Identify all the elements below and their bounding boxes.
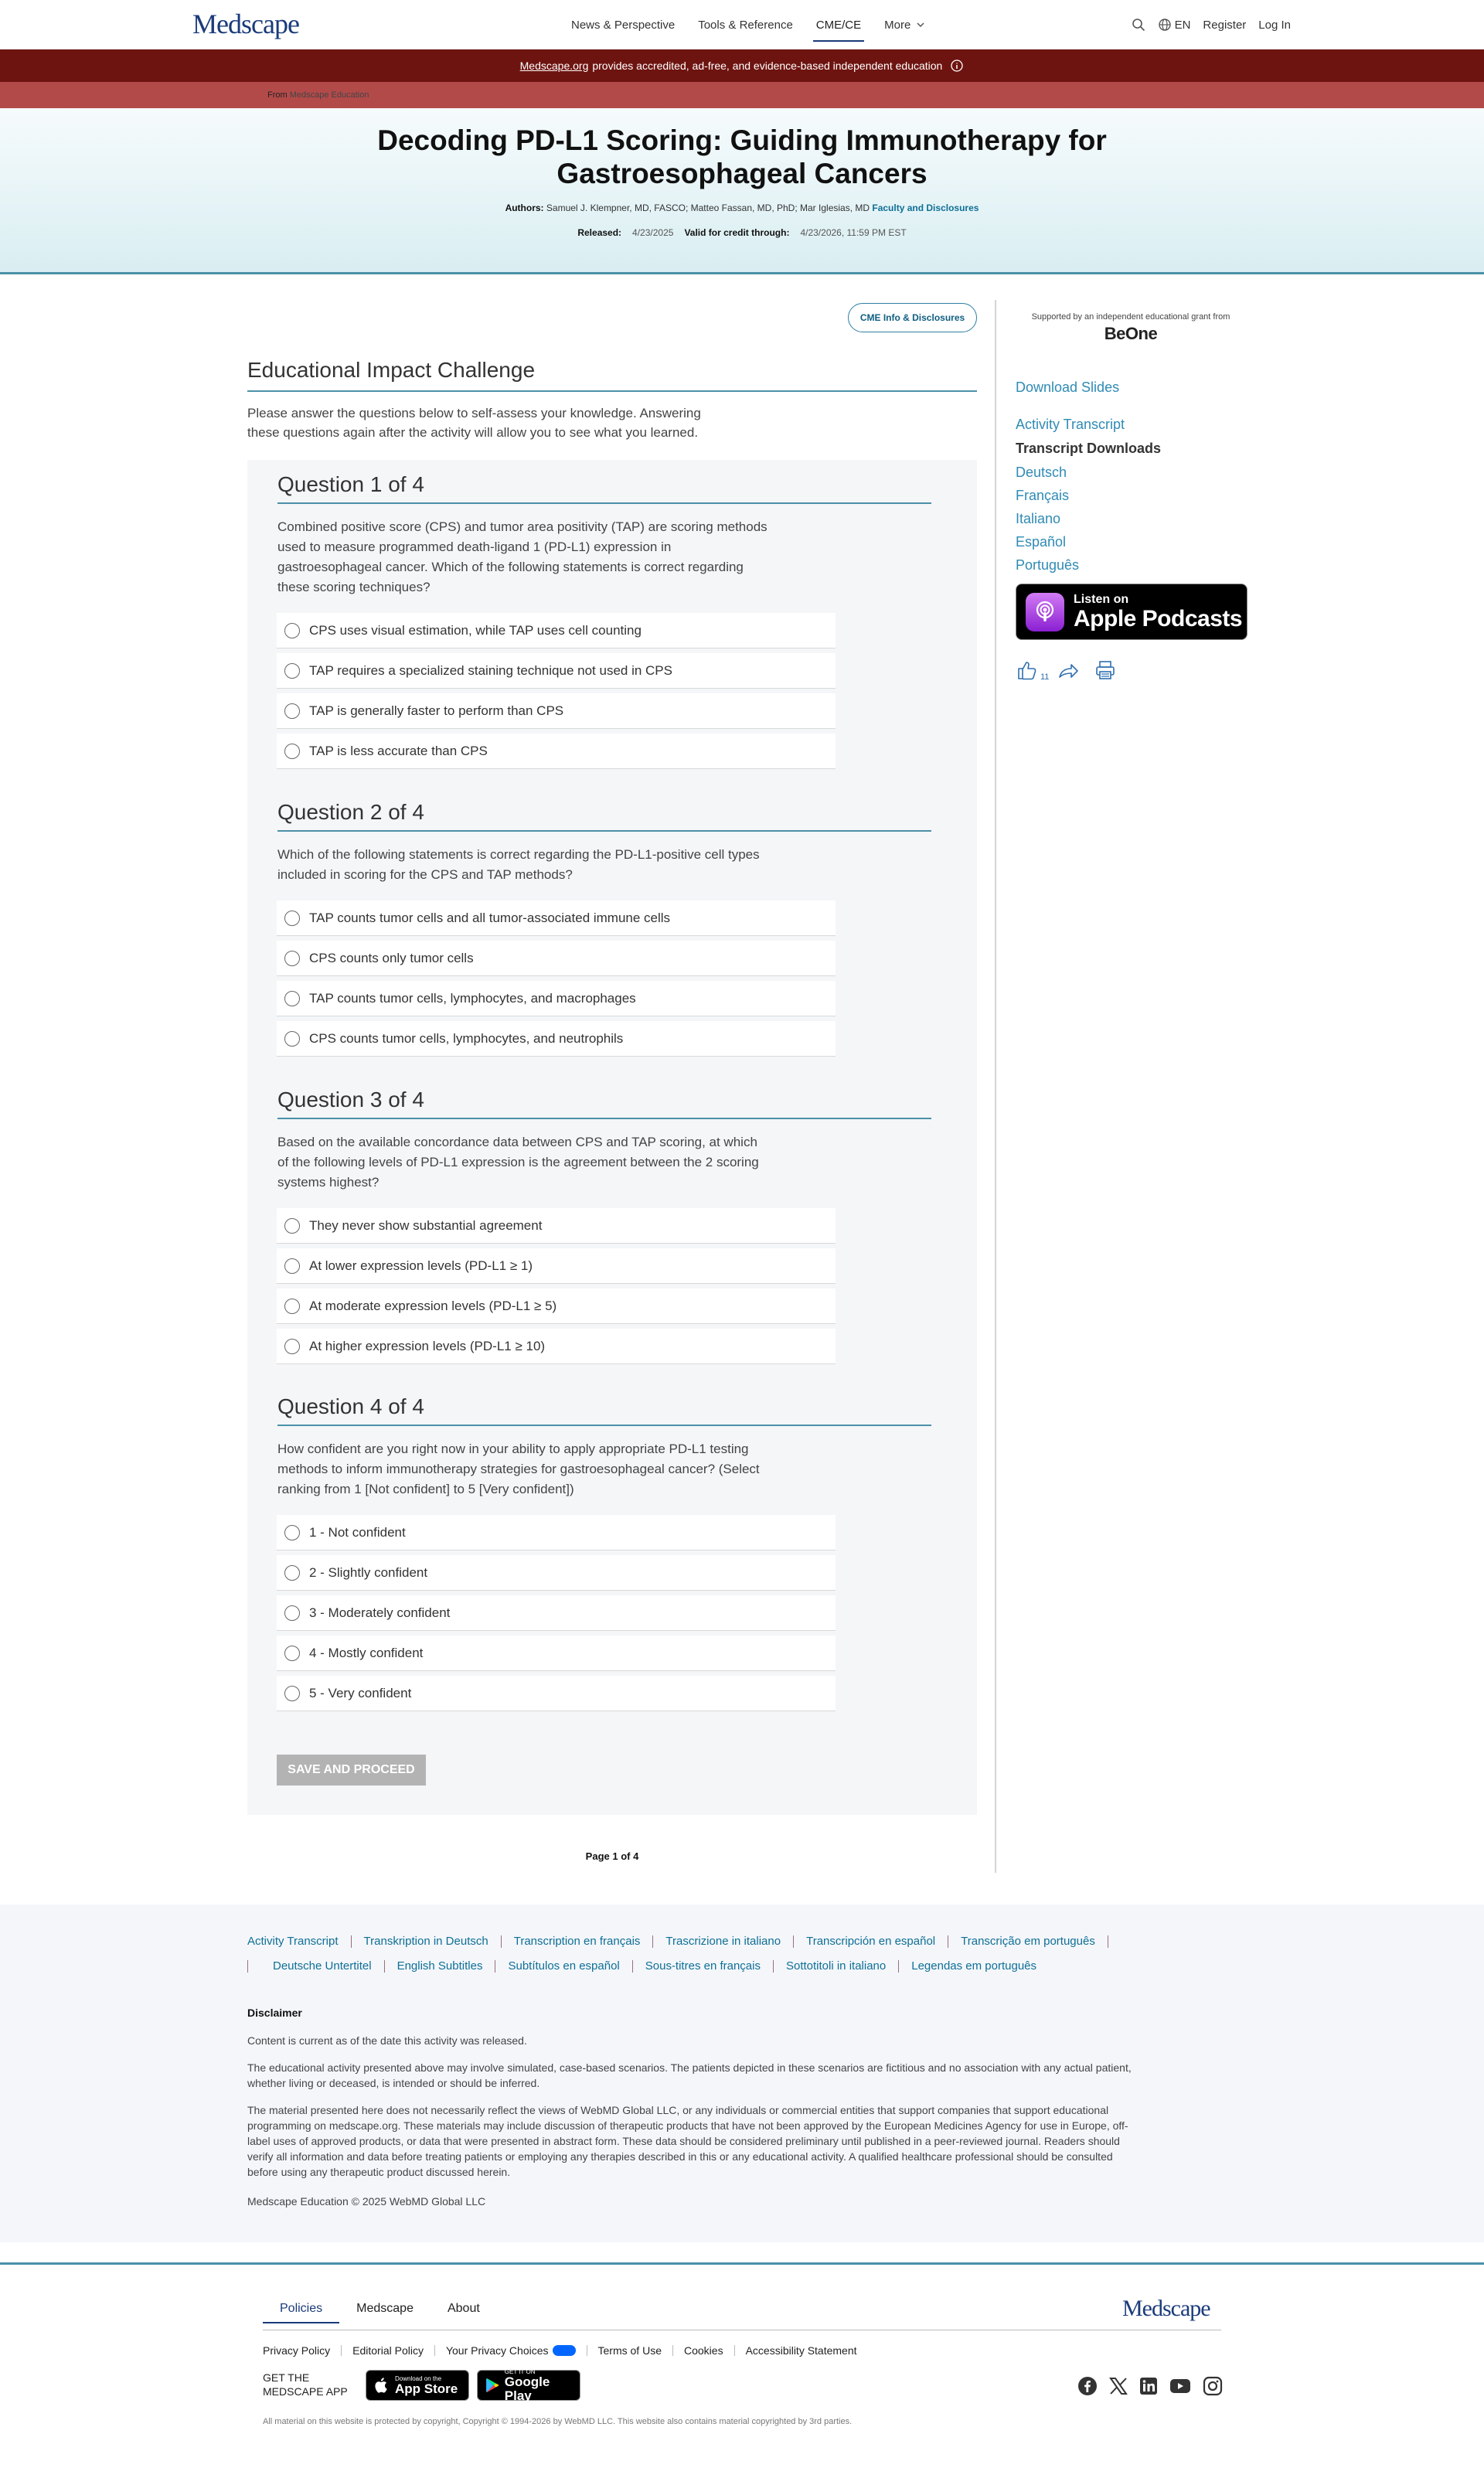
option-label: At lower expression levels (PD-L1 ≥ 1) <box>309 1258 533 1273</box>
language-label: EN <box>1174 18 1191 32</box>
editorial-policy-link[interactable]: Editorial Policy <box>341 2345 434 2356</box>
option-label: 2 - Slightly confident <box>309 1564 428 1580</box>
login-link[interactable]: Log In <box>1258 18 1291 32</box>
app-store-small: Download on the <box>395 2374 442 2382</box>
footer-tab-medscape[interactable]: Medscape <box>356 2302 414 2315</box>
from-label <box>267 90 369 100</box>
radio-button[interactable] <box>284 703 300 719</box>
chevron-down-icon <box>915 19 926 30</box>
apple-podcasts-button[interactable] <box>1016 584 1247 640</box>
radio-button[interactable] <box>284 1031 300 1047</box>
accreditation-banner <box>0 49 1484 82</box>
page-title <box>317 124 1167 190</box>
challenge-intro <box>247 403 781 442</box>
answer-option[interactable] <box>277 693 836 729</box>
disclaimer-paragraph: Content is current as of the date this activity was released. <box>247 2034 527 2047</box>
site-copyright: All material on this website is protected by copyright, Copyright © 1994-2026 by WebMD LLC. This website also contains material copyrighted by 3rd parties. <box>263 2417 853 2426</box>
transcript-espanol-link[interactable]: Español <box>1016 534 1067 550</box>
transcript-link[interactable]: Transcrição em português <box>948 1935 1108 1948</box>
question-text <box>277 517 834 597</box>
question-line: Combined positive score (CPS) and tumor area positivity (TAP) are scoring methods <box>277 519 768 534</box>
question-title: Question 1 of 4 <box>277 472 931 504</box>
question-line: How confident are you right now in your ability to apply appropriate PD-L1 testing <box>277 1442 749 1456</box>
social-actions <box>1016 659 1117 682</box>
challenge-title: Educational Impact Challenge <box>247 358 977 392</box>
terms-of-use-link[interactable]: Terms of Use <box>587 2345 672 2356</box>
radio-button[interactable] <box>284 911 300 926</box>
share-icon[interactable] <box>1057 659 1080 682</box>
header-actions <box>1132 0 1291 49</box>
disclaimer-title: Disclaimer <box>247 2007 302 2019</box>
column-divider <box>995 300 996 1873</box>
answer-option[interactable] <box>277 734 836 769</box>
x-icon[interactable] <box>1109 2377 1128 2395</box>
subtitle-link[interactable]: Subtítulos en español <box>495 1960 631 1973</box>
option-label: 4 - Mostly confident <box>309 1645 424 1660</box>
transcript-link[interactable]: Transkription in Deutsch <box>351 1935 501 1948</box>
question-line: Which of the following statements is correct regarding the PD-L1-positive cell types <box>277 847 760 862</box>
nav-more-label: More <box>884 18 911 32</box>
question-line: gastroesophageal cancer. Which of the following statements is correct regarding <box>277 560 744 574</box>
answer-option[interactable] <box>277 1676 836 1711</box>
accessibility-link[interactable]: Accessibility Statement <box>734 2345 868 2356</box>
footer-social-links <box>1077 2376 1223 2396</box>
question-line: of the following levels of PD-L1 expression is the agreement between the 2 scoring <box>277 1155 759 1169</box>
valid-date: 4/23/2026, 11:59 PM EST <box>800 227 907 238</box>
footer-policy-links <box>263 2345 868 2356</box>
question-line: used to measure programmed death-ligand 1 (PD-L1) expression in <box>277 540 672 554</box>
transcript-links-row <box>247 1935 1133 1948</box>
answer-option[interactable] <box>277 941 836 976</box>
question-line: systems highest? <box>277 1175 380 1190</box>
globe-icon <box>1158 18 1172 32</box>
radio-button[interactable] <box>284 1565 300 1581</box>
question-line: Based on the available concordance data between CPS and TAP scoring, at which <box>277 1135 757 1149</box>
podcast-icon <box>1026 593 1064 631</box>
language-selector[interactable] <box>1158 18 1191 32</box>
disclaimer-line: The material presented here does not necessarily reflect the views of WebMD Global LLC, or any individuals or commercial entities that support companies that support educational <box>247 2104 1109 2116</box>
youtube-icon[interactable] <box>1169 2378 1191 2395</box>
transcript-link[interactable]: Transcription en français <box>501 1935 653 1948</box>
option-label: 1 - Not confident <box>309 1524 406 1540</box>
google-play-button[interactable] <box>477 2370 580 2401</box>
transcript-link[interactable]: Transcripción en español <box>793 1935 948 1948</box>
apple-icon <box>374 2376 390 2395</box>
transcript-deutsch-link[interactable]: Deutsch <box>1016 465 1067 480</box>
sponsor-logo: BeOne <box>1104 324 1158 343</box>
transcript-link[interactable]: Trascrizione in italiano <box>652 1935 793 1948</box>
authors <box>317 203 1167 213</box>
transcript-downloads-heading: Transcript Downloads <box>1016 441 1162 456</box>
subtitle-link[interactable]: Sous-titres en français <box>632 1960 773 1973</box>
answer-option[interactable] <box>277 1021 836 1057</box>
option-label: TAP requires a specialized staining technique not used in CPS <box>309 662 672 678</box>
thumbs-up-icon <box>1016 659 1039 682</box>
option-label: TAP is generally faster to perform than CPS <box>309 703 564 718</box>
print-icon[interactable] <box>1094 659 1117 682</box>
download-slides-link[interactable]: Download Slides <box>1016 380 1120 395</box>
option-label: They never show substantial agreement <box>309 1217 543 1233</box>
privacy-choices-icon <box>553 2345 576 2356</box>
transcript-francais-link[interactable]: Français <box>1016 488 1070 503</box>
google-play-small: GET IT ON <box>504 2368 536 2375</box>
radio-button[interactable] <box>284 663 300 679</box>
from-band <box>0 82 1484 108</box>
get-app-label <box>263 2371 348 2398</box>
save-and-proceed-button[interactable]: SAVE AND PROCEED <box>277 1755 426 1785</box>
google-play-big: Google Play <box>504 2374 550 2403</box>
activity-transcript-link[interactable]: Activity Transcript <box>1016 417 1125 432</box>
disclaimer-line: label uses of approved products, or data that were presented in abstract form. These data should be considered preliminary until published in a peer-reviewed journal. Readers should <box>247 2135 1120 2147</box>
nav-news-perspective[interactable]: News & Perspective <box>571 18 676 32</box>
grant-support-text: Supported by an independent educational grant from <box>1031 312 1230 322</box>
answer-option[interactable] <box>277 900 836 936</box>
disclaimer-paragraph <box>247 2102 1233 2180</box>
question-title: Question 3 of 4 <box>277 1088 931 1119</box>
nav-tools-reference[interactable]: Tools & Reference <box>698 18 793 32</box>
education-copyright: Medscape Education © 2025 WebMD Global LLC <box>247 2195 486 2208</box>
row-separator <box>247 1960 273 1973</box>
footer-tab-about[interactable]: About <box>447 2302 480 2315</box>
cookies-link[interactable]: Cookies <box>672 2345 734 2356</box>
transcript-italiano-link[interactable]: Italiano <box>1016 511 1061 526</box>
footer-logo[interactable]: Medscape <box>1122 2296 1210 2321</box>
answer-option[interactable] <box>277 1595 836 1631</box>
disclaimer-paragraph <box>247 2060 1233 2091</box>
answer-option[interactable] <box>277 1515 836 1551</box>
disclaimer-line: The educational activity presented above may involve simulated, case-based scenarios. The patients depicted in these scenarios are fictitious and no association with any actual patient, <box>247 2061 1132 2074</box>
top-navigation <box>0 0 1484 49</box>
transcript-portugues-link[interactable]: Português <box>1016 557 1080 573</box>
question-text <box>277 1439 834 1500</box>
answer-option[interactable] <box>277 1208 836 1244</box>
subtitle-link[interactable]: English Subtitles <box>384 1960 495 1973</box>
google-play-icon <box>485 2377 499 2394</box>
main-nav <box>571 0 926 49</box>
answer-option[interactable] <box>277 653 836 689</box>
disclaimer-line: whether living or deceased, is intended or should be inferred. <box>247 2077 540 2089</box>
option-label: 3 - Moderately confident <box>309 1605 451 1620</box>
radio-button[interactable] <box>284 1299 300 1314</box>
intro-line2: these questions again after the activity will allow you to see what you learned. <box>247 425 699 440</box>
instagram-icon[interactable] <box>1203 2376 1223 2396</box>
facebook-icon[interactable] <box>1077 2376 1098 2396</box>
get-app-line2: MEDSCAPE APP <box>263 2385 348 2398</box>
like-count: 11 <box>1040 672 1050 682</box>
question-line: ranking from 1 [Not confident] to 5 [Very confident]) <box>277 1482 574 1496</box>
activity-header <box>0 108 1484 274</box>
radio-button[interactable] <box>284 1218 300 1234</box>
banner-text: provides accredited, ad-free, and evidence-based independent education <box>592 60 943 72</box>
info-icon[interactable] <box>950 59 964 73</box>
option-label: At moderate expression levels (PD-L1 ≥ 5) <box>309 1298 557 1313</box>
option-label: CPS uses visual estimation, while TAP uses cell counting <box>309 622 642 638</box>
page-indicator: Page 1 of 4 <box>585 1850 639 1862</box>
podcast-text <box>1074 593 1242 631</box>
authors-names: Samuel J. Klempner, MD, FASCO; Matteo Fassan, MD, PhD; Mar Iglesias, MD <box>546 203 870 213</box>
linkedin-icon[interactable] <box>1139 2377 1158 2395</box>
released-date: 4/23/2025 <box>632 227 674 238</box>
option-label: At higher expression levels (PD-L1 ≥ 10) <box>309 1338 546 1353</box>
privacy-choices-link[interactable] <box>434 2345 587 2356</box>
radio-button[interactable] <box>284 1686 300 1701</box>
privacy-policy-link[interactable]: Privacy Policy <box>263 2344 331 2357</box>
page-title-line1: Decoding PD-L1 Scoring: Guiding Immunotherapy for <box>377 124 1107 156</box>
subtitle-link[interactable]: Sottotitoli in italiano <box>773 1960 898 1973</box>
option-label: TAP counts tumor cells, lymphocytes, and macrophages <box>309 990 636 1006</box>
answer-option[interactable] <box>277 1329 836 1364</box>
page-title-line2: Gastroesophageal Cancers <box>556 158 928 189</box>
answer-option[interactable] <box>277 1636 836 1671</box>
google-play-text <box>505 2368 572 2403</box>
answer-option[interactable] <box>277 1555 836 1591</box>
option-label: TAP counts tumor cells and all tumor-associated immune cells <box>309 910 671 925</box>
question-line: methods to inform immunotherapy strategies for gastroesophageal cancer? (Select <box>277 1462 760 1476</box>
medscape-logo[interactable]: Medscape <box>192 9 299 39</box>
nav-more[interactable] <box>884 0 926 49</box>
subtitle-links-row <box>247 1960 1049 1973</box>
question-text <box>277 1132 834 1193</box>
radio-button[interactable] <box>284 623 300 638</box>
radio-button[interactable] <box>284 1258 300 1274</box>
subtitle-link[interactable]: Legendas em português <box>898 1960 1049 1973</box>
footer-tab-policies[interactable]: Policies <box>263 2302 339 2323</box>
radio-button[interactable] <box>284 991 300 1006</box>
disclaimer-line: verify all information and data before treating patients or employing any therapies described in this or any educational activity. A qualified healthcare professional should be consulted <box>247 2150 1113 2163</box>
medscape-org-link[interactable]: Medscape.org <box>519 60 589 72</box>
footer-tabs <box>263 2302 497 2323</box>
like-button[interactable] <box>1016 659 1049 682</box>
activity-dates <box>317 227 1167 238</box>
option-label: TAP is less accurate than CPS <box>309 743 488 758</box>
from-prefix: From <box>267 90 288 100</box>
radio-button[interactable] <box>284 1646 300 1661</box>
answer-option[interactable] <box>277 1288 836 1324</box>
faculty-disclosures-link[interactable]: Faculty and Disclosures <box>872 203 979 213</box>
disclaimer-line: before using any therapeutic product discussed herein. <box>247 2166 511 2178</box>
intro-line1: Please answer the questions below to self-assess your knowledge. Answering <box>247 406 701 420</box>
answer-option[interactable] <box>277 1248 836 1284</box>
radio-button[interactable] <box>284 1605 300 1621</box>
app-store-button[interactable] <box>366 2370 469 2401</box>
radio-button[interactable] <box>284 1525 300 1540</box>
released-label: Released: <box>577 227 622 238</box>
radio-button[interactable] <box>284 1339 300 1354</box>
question-title: Question 4 of 4 <box>277 1394 931 1426</box>
question-text <box>277 845 834 885</box>
register-link[interactable]: Register <box>1203 18 1247 32</box>
authors-label: Authors: <box>505 203 544 213</box>
footer-divider <box>0 2262 1484 2265</box>
valid-label: Valid for credit through: <box>684 227 790 238</box>
podcast-line2: Apple Podcasts <box>1074 605 1243 631</box>
privacy-choices-label: Your Privacy Choices <box>445 2344 549 2357</box>
answer-option[interactable] <box>277 613 836 648</box>
question-line: these scoring techniques? <box>277 580 431 594</box>
row-separator <box>1108 1935 1133 1948</box>
cme-info-button[interactable]: CME Info & Disclosures <box>848 303 977 332</box>
from-source: Medscape Education <box>289 90 369 100</box>
radio-button[interactable] <box>284 951 300 966</box>
podcast-line1: Listen on <box>1074 592 1129 606</box>
get-app-line1: GET THE <box>263 2371 310 2384</box>
radio-button[interactable] <box>284 744 300 759</box>
option-label: 5 - Very confident <box>309 1685 412 1700</box>
disclaimer-line: programming on medscape.org. These materials may include discussion of therapeutic products that have not been approved by the European Medicines Agency for use in Europe, off- <box>247 2119 1128 2132</box>
nav-cme-ce[interactable]: CME/CE <box>816 0 861 49</box>
answer-option[interactable] <box>277 981 836 1016</box>
question-title: Question 2 of 4 <box>277 800 931 832</box>
option-label: CPS counts tumor cells, lymphocytes, and neutrophils <box>309 1030 624 1046</box>
app-store-big: App Store <box>395 2381 458 2396</box>
subtitle-link[interactable]: Deutsche Untertitel <box>273 1959 372 1973</box>
search-icon[interactable] <box>1132 18 1145 32</box>
app-store-text <box>395 2375 458 2396</box>
transcript-link[interactable]: Activity Transcript <box>247 1935 339 1948</box>
quiz-panel <box>247 460 977 1815</box>
question-line: included in scoring for the CPS and TAP methods? <box>277 867 573 882</box>
option-label: CPS counts only tumor cells <box>309 950 474 965</box>
